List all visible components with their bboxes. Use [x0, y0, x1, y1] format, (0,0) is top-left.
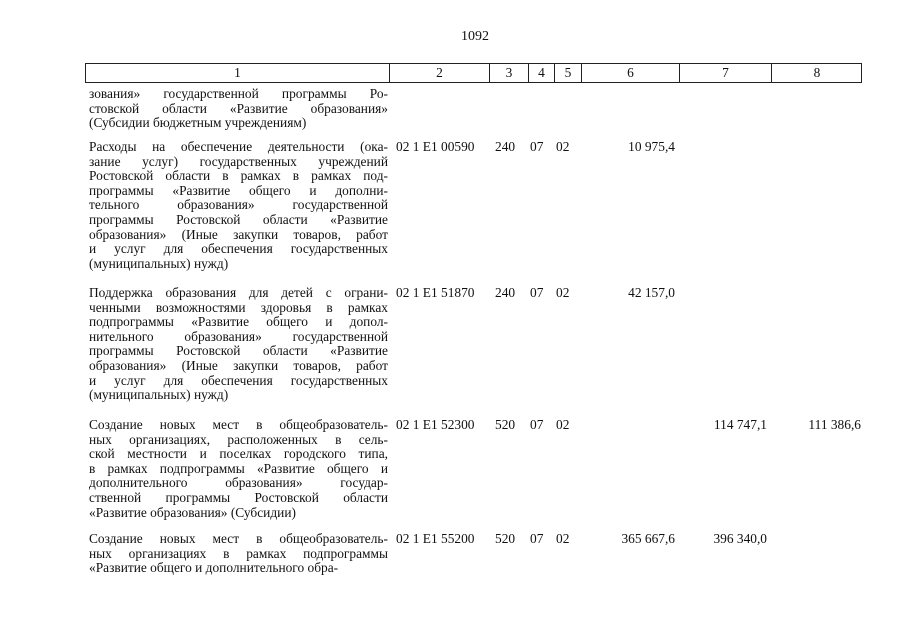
description-line: зание услуг) государственных учреждений [89, 153, 388, 169]
target-code: 02 1 E1 00590 [396, 139, 475, 154]
header-col-6: 6 [581, 64, 679, 82]
description-line: «Развитие образования» (Субсидии) [89, 504, 296, 520]
header-col-1: 1 [234, 65, 241, 80]
description-line: Создание новых мест в общеобразователь- [89, 417, 388, 432]
description-line: ственной программы Ростовской области [89, 489, 388, 505]
description-line: и услуг для обеспечения государственных [89, 372, 388, 388]
description-line: «Развитие общего и дополнительного обра- [89, 560, 339, 576]
target-code: 02 1 E1 51870 [396, 285, 475, 300]
description-line: (муниципальных) нужд) [89, 255, 229, 271]
description-line: ченными возможностями здоровья в рамках [89, 299, 388, 315]
description-line: образования» (Иные закупки товаров, работ [89, 226, 388, 242]
description-line: нительного образования» государственной [89, 328, 388, 344]
description-line: (муниципальных) нужд) [89, 387, 229, 403]
header-col-8: 8 [771, 64, 862, 82]
section: 07 [530, 531, 544, 546]
description-line: программы Ростовской области «Развитие [89, 211, 388, 227]
description-line: ных организациях, расположенных в сель- [89, 431, 388, 447]
description-line: в рамках подпрограммы «Развитие общего и [89, 460, 388, 476]
subsection: 02 [556, 285, 570, 300]
table-header [85, 63, 862, 83]
description-line: программы «Развитие общего и дополни- [89, 182, 388, 198]
row-description [89, 418, 388, 520]
expense-type: 520 [495, 417, 516, 432]
row-description [89, 140, 388, 271]
description-line: тельного образования» государственной [89, 197, 388, 213]
description-line: Расходы на обеспечение деятельности (ока- [89, 139, 388, 154]
expense-type: 520 [495, 531, 516, 546]
amount-col-6: 365 667,6 [621, 531, 675, 546]
row-description [89, 286, 388, 403]
subsection: 02 [556, 139, 570, 154]
section: 07 [530, 139, 544, 154]
amount-col-8: 111 386,6 [808, 417, 861, 432]
row-description [89, 87, 388, 131]
description-line: ных организациях в рамках подпрограммы [89, 545, 388, 561]
description-line: зования» государственной программы Ро- [89, 86, 388, 101]
subsection: 02 [556, 531, 570, 546]
header-col-3: 3 [489, 64, 528, 82]
header-col-2: 2 [389, 64, 489, 82]
description-line: подпрограммы «Развитие общего и допол- [89, 314, 388, 330]
amount-col-7: 114 747,1 [713, 417, 767, 432]
description-line: ской местности и поселках городского типа, [89, 446, 388, 462]
page-number: 1092 [461, 29, 489, 44]
description-line: дополнительного образования» государ- [89, 475, 388, 491]
target-code: 02 1 E1 55200 [396, 531, 475, 546]
subsection: 02 [556, 417, 570, 432]
amount-col-6: 10 975,4 [628, 139, 675, 154]
description-line: программы Ростовской области «Развитие [89, 343, 388, 359]
description-line: и услуг для обеспечения государственных [89, 241, 388, 257]
target-code: 02 1 E1 52300 [396, 417, 475, 432]
amount-col-6: 42 157,0 [628, 285, 675, 300]
expense-type: 240 [495, 285, 516, 300]
section: 07 [530, 417, 544, 432]
section: 07 [530, 285, 544, 300]
description-line: Поддержка образования для детей с ограни- [89, 285, 388, 300]
description-line: образования» (Иные закупки товаров, работ [89, 357, 388, 373]
amount-col-7: 396 340,0 [713, 531, 767, 546]
description-line: (Субсидии бюджетным учреждениям) [89, 115, 307, 131]
description-line: Создание новых мест в общеобразователь- [89, 531, 388, 546]
header-col-7: 7 [679, 64, 771, 82]
expense-type: 240 [495, 139, 516, 154]
description-line: стовской области «Развитие образования» [89, 100, 388, 116]
row-description [89, 532, 388, 576]
header-col-4: 4 [528, 64, 554, 82]
description-line: Ростовской области в рамках в рамках под- [89, 168, 388, 184]
header-col-5: 5 [554, 64, 581, 82]
